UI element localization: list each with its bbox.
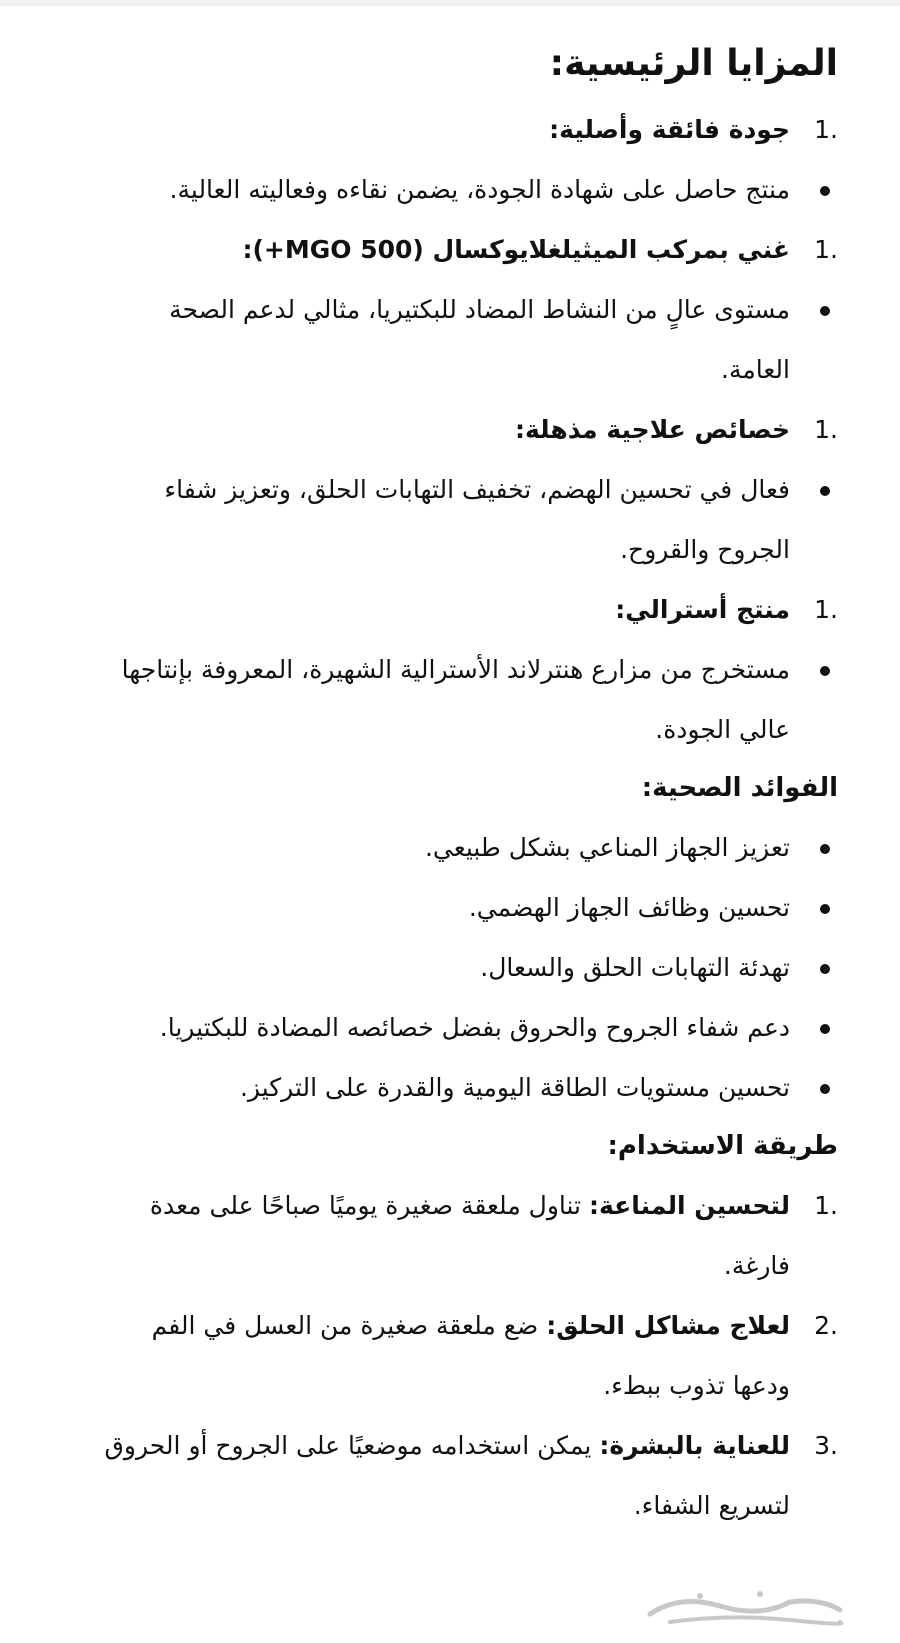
bullet-icon <box>790 160 838 220</box>
usage-item <box>98 1176 790 1296</box>
feature-heading-text: جودة فائقة وأصلية: <box>549 115 790 144</box>
list-item <box>98 878 838 938</box>
features-list <box>98 100 838 760</box>
list-item <box>98 998 838 1058</box>
bullet-icon <box>790 938 838 998</box>
benefit-text: تعزيز الجهاز المناعي بشكل طبيعي. <box>424 833 790 862</box>
benefit-text: تهدئة التهابات الحلق والسعال. <box>480 953 790 982</box>
usage-label: للعناية بالبشرة: <box>599 1431 790 1460</box>
usage-label: لعلاج مشاكل الحلق: <box>546 1311 790 1340</box>
usage-title: طريقة الاستخدام: <box>607 1131 838 1161</box>
haraj-logo-watermark-icon <box>640 1584 850 1632</box>
usage-label: لتحسين المناعة: <box>588 1191 790 1220</box>
bullet-icon <box>790 818 838 878</box>
bullet-icon <box>790 878 838 938</box>
feature-bullet <box>98 640 838 760</box>
feature-heading-text: خصائص علاجية مذهلة: <box>515 415 790 444</box>
list-item <box>98 1176 838 1296</box>
feature-bullet-text: منتج حاصل على شهادة الجودة، يضمن نقاءه وفعاليته العالية. <box>169 175 790 204</box>
feature-heading-text: منتج أسترالي: <box>615 595 790 624</box>
feature-heading <box>98 580 838 640</box>
feature-bullet-text: مستخرج من مزارع هنترلاند الأسترالية الشهيرة، المعروفة بإنتاجها عالي الجودة. <box>121 655 790 744</box>
feature-heading <box>98 400 838 460</box>
benefit-text: دعم شفاء الجروح والحروق بفضل خصائصه المضادة للبكتيريا. <box>159 1013 790 1042</box>
list-item <box>98 1296 838 1416</box>
bullet-icon <box>790 280 838 340</box>
feature-bullet-text: فعال في تحسين الهضم، تخفيف التهابات الحلق، وتعزيز شفاء الجروح والقروح. <box>164 475 790 564</box>
benefit-text: تحسين وظائف الجهاز الهضمي. <box>468 893 790 922</box>
benefits-list <box>98 818 838 1118</box>
feature-bullet <box>98 280 838 400</box>
page-title: المزايا الرئيسية: <box>549 43 838 84</box>
bullet-icon <box>790 998 838 1058</box>
usage-text: ضع ملعقة صغيرة من العسل في الفم ودعها تذوب ببطء. <box>151 1311 790 1400</box>
list-number: 2. <box>814 1311 838 1340</box>
list-item <box>98 818 838 878</box>
bullet-icon <box>790 1058 838 1118</box>
list-number: 1. <box>814 115 838 144</box>
usage-item <box>98 1416 790 1536</box>
list-item <box>98 938 838 998</box>
list-number: 1. <box>814 1191 838 1220</box>
feature-bullet <box>98 160 838 220</box>
document-body <box>98 36 838 1536</box>
list-number: 1. <box>814 235 838 264</box>
bullet-icon <box>790 460 838 520</box>
benefits-title: الفوائد الصحية: <box>641 773 838 803</box>
top-edge <box>0 0 900 6</box>
list-number: 1. <box>814 595 838 624</box>
bullet-icon <box>790 640 838 700</box>
list-number: 3. <box>814 1431 838 1460</box>
feature-heading-text: غني بمركب الميثيلغلايوكسال (MGO 500+): <box>242 235 790 264</box>
list-number: 1. <box>814 415 838 444</box>
feature-bullet <box>98 460 838 580</box>
usage-list <box>98 1176 838 1536</box>
usage-item <box>98 1296 790 1416</box>
feature-heading <box>98 100 838 160</box>
usage-text: تناول ملعقة صغيرة يوميًا صباحًا على معدة فارغة. <box>149 1191 790 1280</box>
usage-text: يمكن استخدامه موضعيًا على الجروح أو الحروق لتسريع الشفاء. <box>104 1431 790 1520</box>
feature-heading <box>98 220 838 280</box>
list-item <box>98 1416 838 1536</box>
list-item <box>98 1058 838 1118</box>
feature-bullet-text: مستوى عالٍ من النشاط المضاد للبكتيريا، مثالي لدعم الصحة العامة. <box>169 295 790 384</box>
benefit-text: تحسين مستويات الطاقة اليومية والقدرة على التركيز. <box>239 1073 790 1102</box>
